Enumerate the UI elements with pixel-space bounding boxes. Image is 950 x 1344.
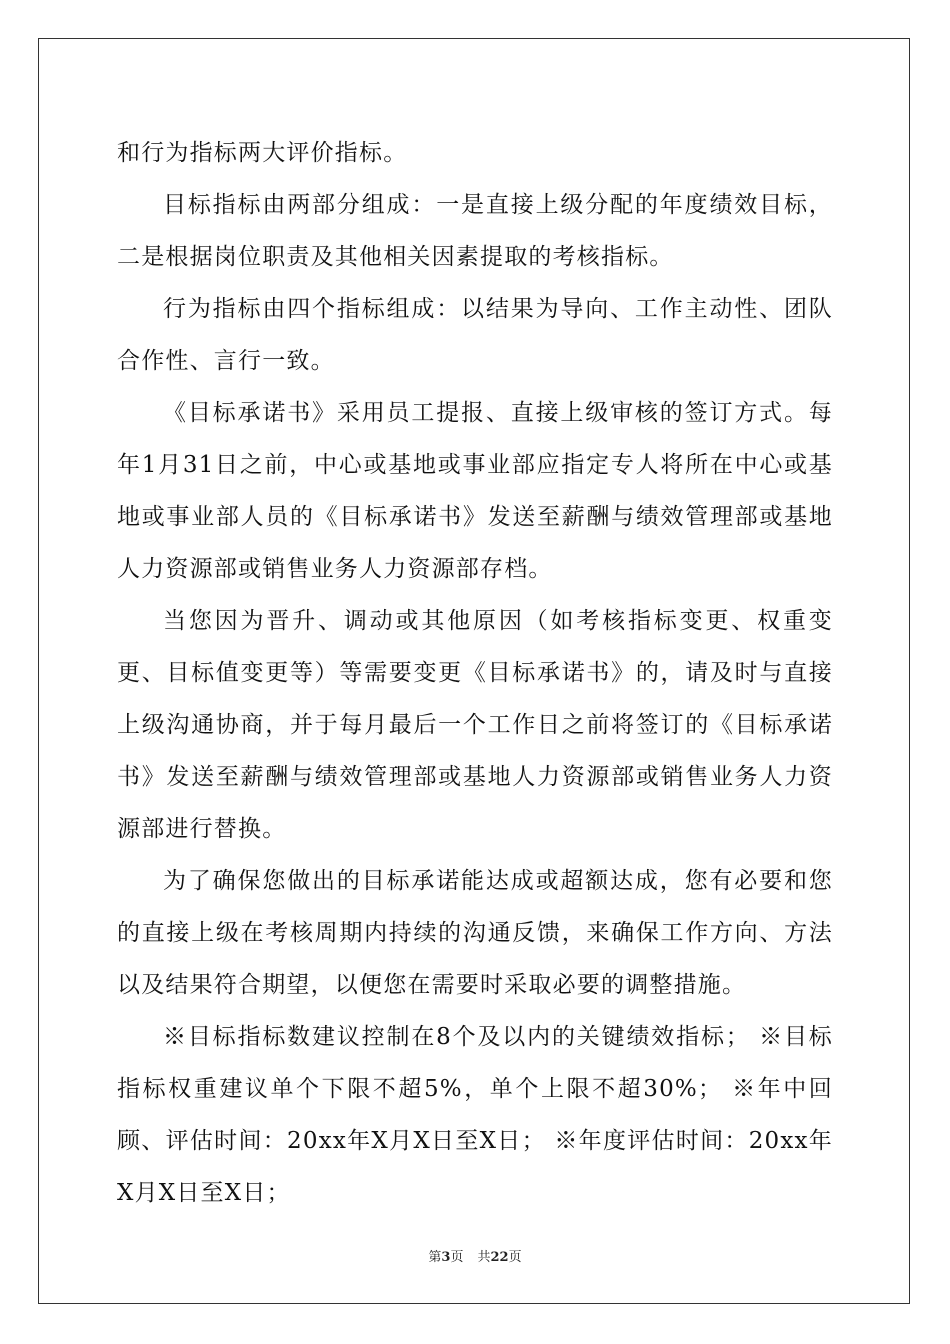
paragraph: 目标指标由两部分组成：一是直接上级分配的年度绩效目标，二是根据岗位职责及其他相关因素提取的考核指标。 (117, 192, 833, 270)
paragraph: 行为指标由四个指标组成：以结果为导向、工作主动性、团队合作性、言行一致。 (117, 296, 833, 374)
page-number: 3 (441, 1250, 451, 1265)
paragraph: 为了确保您做出的目标承诺能达成或超额达成，您有必要和您的直接上级在考核周期内持续的沟通反馈，来确保工作方向、方法以及结果符合期望，以便您在需要时采取必要的调整措施。 (117, 868, 833, 998)
paragraph: 《目标承诺书》采用员工提报、直接上级审核的签订方式。每年1月31日之前，中心或基地或事业部应指定专人将所在中心或基地或事业部人员的《目标承诺书》发送至薪酬与绩效管理部或基地人力资源部或销售业务人力资源部存档。 (117, 400, 833, 582)
total-pages: 22 (490, 1250, 509, 1265)
paragraph: 和行为指标两大评价指标。 (117, 140, 408, 166)
total-pages-suffix: 页 (508, 1250, 522, 1265)
paragraph: 当您因为晋升、调动或其他原因（如考核指标变更、权重变更、目标值变更等）等需要变更《目标承诺书》的，请及时与直接上级沟通协商，并于每月最后一个工作日之前将签订的《目标承诺书》发送至薪酬与绩效管理部或基地人力资源部或销售业务人力资源部进行替换。 (117, 608, 833, 842)
page-number-prefix: 第 (428, 1250, 442, 1265)
document-body (117, 127, 833, 1219)
paragraph: ※目标指标数建议控制在8个及以内的关键绩效指标； ※目标指标权重建议单个下限不超5%，单个上限不超30%； ※年中回顾、评估时间：20xx年X月X日至X日； ※年度评估时间：20xx年X月X日至X日； (117, 1024, 833, 1206)
total-pages-prefix: 共 (477, 1250, 491, 1265)
page-footer (0, 1246, 950, 1265)
page-number-suffix: 页 (450, 1250, 464, 1265)
